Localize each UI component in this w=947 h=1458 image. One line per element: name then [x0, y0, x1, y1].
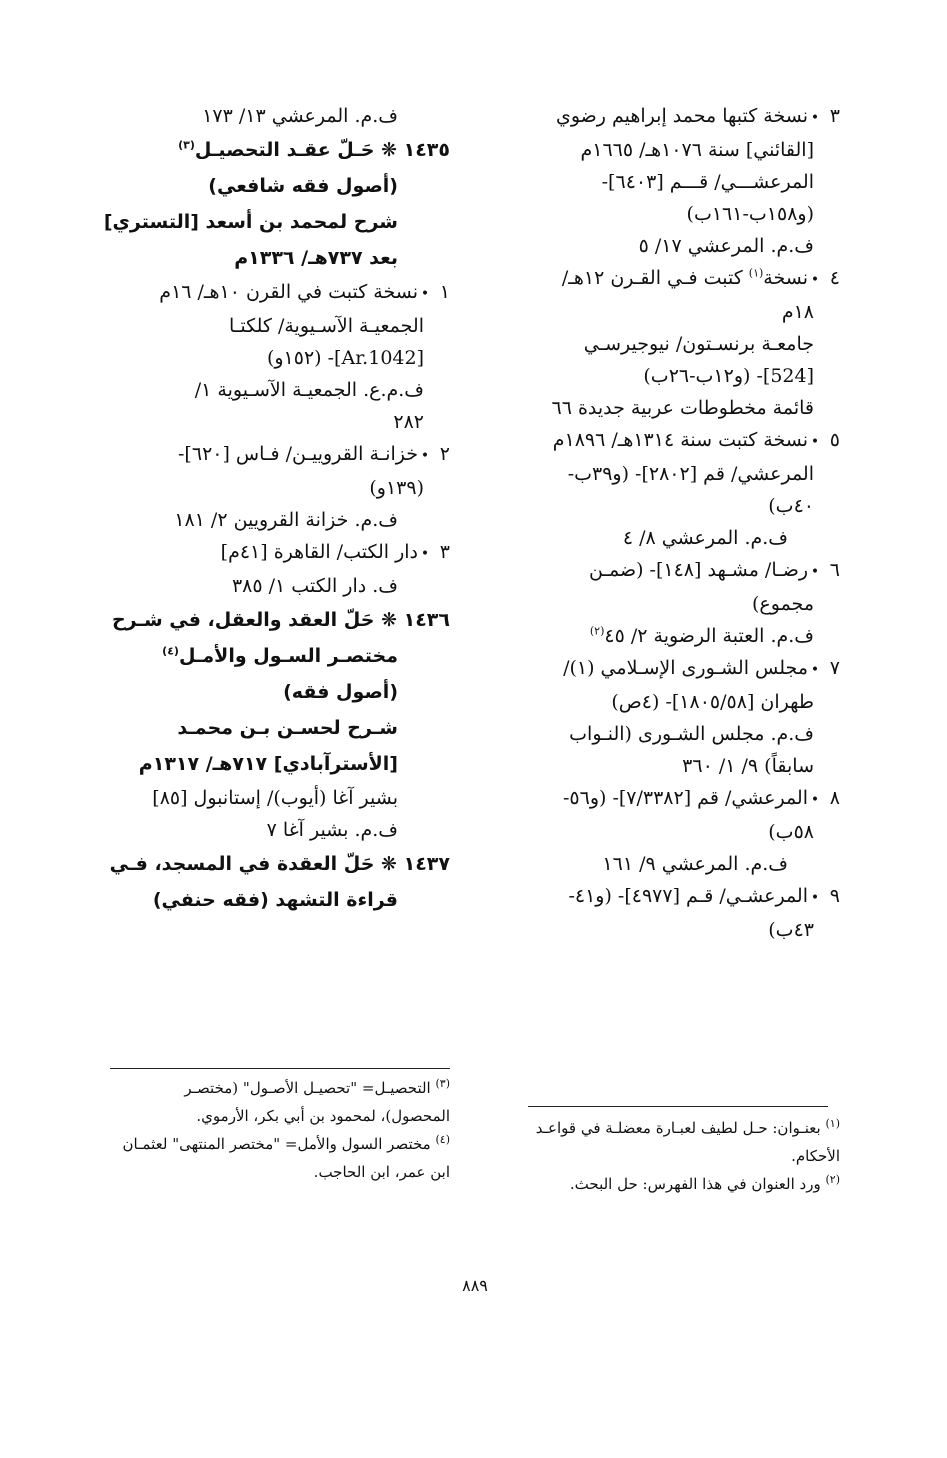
- line-text: ف.م. بشير آغا ٧: [266, 819, 398, 841]
- entry-line: [110, 504, 450, 536]
- entry-line: [110, 782, 450, 814]
- line-text: [القائني] سنة ١٠٧٦هـ/ ١٦٦٥م: [580, 139, 814, 161]
- line-text: ١٨م: [781, 301, 814, 323]
- entry-line: [110, 100, 450, 132]
- line-text: كتبت فـي القـرن ١٢هـ/: [561, 267, 749, 289]
- line-text: جامعـة برنسـتون/ نيوجيرسـي: [583, 333, 814, 355]
- line-text: خزانـة القروييـن/ فـاس [٦٢٠]-: [178, 443, 418, 465]
- line-text: المرعشـــي/ قـــم [٦٤٠٣]-: [601, 171, 814, 193]
- bullet-icon: •: [810, 890, 820, 906]
- item-number: ١: [439, 281, 450, 303]
- footnote-line: [498, 1114, 840, 1142]
- line-text: نسخة كتبت سنة ١٣١٤هـ/ ١٨٩٦م: [552, 429, 808, 451]
- line-text: الجمعيـة الآسـيوية/ كلكتـا: [229, 315, 424, 337]
- entry-line: [110, 472, 450, 504]
- item-number: ٥: [829, 429, 840, 451]
- item-number: ٤: [829, 267, 840, 289]
- entry-heading-line: [110, 674, 450, 710]
- footnote-marker: (٤): [435, 1133, 450, 1146]
- line-text: المرعشي/ قم [٧/٣٣٨٢]- (و٥٦-: [562, 787, 808, 809]
- entry-heading-line: [110, 602, 450, 638]
- entry-line: [498, 490, 840, 522]
- line-text: [Ar.1042]- (١٥٢و): [266, 347, 424, 369]
- entry-line: [110, 342, 450, 374]
- bullet-icon: •: [810, 792, 820, 808]
- line-text: (أصول فقه شافعي): [208, 175, 398, 197]
- page-number: ٨٨٩: [462, 1276, 488, 1295]
- item-number: ٩: [829, 885, 840, 907]
- line-text: ١٤٣٥ ❋ حَـلّ عقـد التحصيـل: [194, 139, 450, 161]
- right-column: [498, 100, 840, 946]
- entry-heading-line: [110, 710, 450, 746]
- item-number: ٣: [439, 541, 450, 563]
- footnote-text: بعنـوان: حـل لطيف لعبـارة معضلـة في قواعـد: [535, 1119, 821, 1137]
- entry-line: [110, 310, 450, 342]
- entry-line: [498, 424, 840, 458]
- line-text: نسخة: [763, 267, 808, 289]
- entry-line: [498, 816, 840, 848]
- footnote-rule-right: [528, 1106, 828, 1107]
- footnote-text: التحصيـل= "تحصيـل الأصـول" (مختصـر: [184, 1079, 431, 1097]
- item-number: ٨: [829, 787, 840, 809]
- entry-line: [498, 296, 840, 328]
- footnote-text: الأحكام.: [791, 1147, 840, 1165]
- line-text: (أصول فقه): [283, 681, 398, 703]
- footnote-line: [498, 1142, 840, 1170]
- entry-line: [110, 406, 450, 438]
- entry-heading-line: [110, 746, 450, 782]
- footnote-rule-left: [110, 1068, 450, 1069]
- entry-line: [110, 438, 450, 472]
- entry-heading-line: [103, 204, 450, 240]
- line-text: ١٤٣٦ ❋ حَلّ العقد والعقل، في شـرح: [111, 609, 450, 631]
- line-text: [الأسترآبادي] ٧١٧هـ/ ١٣١٧م: [138, 753, 398, 775]
- footnote-line: [110, 1158, 450, 1186]
- entry-heading-line: [110, 882, 450, 918]
- line-text: قراءة التشهد (فقه حنفي): [152, 889, 398, 911]
- line-text: (و١٥٨ب-١٦١ب): [686, 203, 814, 225]
- line-text: ف.م. المرعشي ١٣/ ١٧٣: [202, 105, 398, 127]
- entry-line: [498, 392, 840, 424]
- footnote-text: مختصر السول والأمل= "مختصر المنتهى" لعثمـان: [122, 1135, 431, 1153]
- line-text: نسخة كتبها محمد إبراهيم رضوي: [555, 105, 808, 127]
- line-text: ف.م. المرعشي ٨/ ٤: [622, 527, 788, 549]
- line-text: مختصـر السـول والأمـل: [178, 645, 398, 667]
- footnote-text: ورد العنوان في هذا الفهرس: حل البحث.: [569, 1175, 821, 1193]
- line-text: شـرح لحسـن بـن محمـد: [177, 717, 398, 739]
- footnotes-left: [110, 1074, 450, 1186]
- line-text: [524]- (و١٢ب-٢٦ب): [643, 365, 814, 387]
- left-column: [103, 100, 450, 918]
- entry-heading-line: [110, 168, 450, 204]
- footnote-marker: (١): [825, 1117, 840, 1130]
- entry-line: [498, 718, 840, 750]
- line-text: مجموع): [752, 593, 814, 615]
- line-text: دار الكتب/ القاهرة [٤١م]: [220, 541, 418, 563]
- entry-line: [110, 276, 450, 310]
- entry-line: [498, 166, 840, 198]
- item-number: ٦: [829, 559, 840, 581]
- entry-line: [498, 686, 840, 718]
- footnote-marker: (٢): [589, 624, 605, 638]
- entry-line: [498, 782, 840, 816]
- entry-line: [498, 100, 840, 134]
- footnote-line: [110, 1130, 450, 1158]
- footnote-line: [498, 1170, 840, 1198]
- entry-line: [498, 262, 840, 296]
- entry-line: [498, 848, 840, 880]
- line-text: مجلس الشـورى الإسـلامي (١)/: [563, 657, 808, 679]
- line-text: ٤٠ب): [768, 495, 814, 517]
- item-number: ٧: [829, 657, 840, 679]
- entry-heading-line: [110, 240, 450, 276]
- bullet-icon: •: [420, 286, 430, 302]
- footnotes-right: [498, 1114, 840, 1198]
- bullet-icon: •: [420, 448, 430, 464]
- entry-line: [498, 914, 840, 946]
- line-text: المرعشي/ قم [٢٨٠٢]- (و٣٩ب-: [567, 463, 814, 485]
- entry-line: [498, 880, 840, 914]
- line-text: ٤٣ب): [768, 919, 814, 941]
- line-text: رضـا/ مشـهد [١٤٨]- (ضمـن: [588, 559, 808, 581]
- entry-line: [498, 554, 840, 588]
- line-text: طهران [١٨٠٥/٥٨]- (٤ص): [611, 691, 814, 713]
- line-text: ٥٨ب): [768, 821, 814, 843]
- line-text: نسخة كتبت في القرن ١٠هـ/ ١٦م: [159, 281, 418, 303]
- entry-line: [498, 522, 840, 554]
- bullet-icon: •: [420, 546, 430, 562]
- bullet-icon: •: [810, 272, 820, 288]
- line-text: قائمة مخطوطات عربية جديدة ٦٦: [551, 397, 814, 419]
- entry-line: [498, 620, 840, 652]
- line-text: المرعشـي/ قـم [٤٩٧٧]- (و٤١-: [568, 885, 808, 907]
- line-text: ف.م. مجلس الشـورى (النـواب: [569, 723, 814, 745]
- line-text: ف.م. المرعشي ١٧/ ٥: [638, 235, 814, 257]
- entry-line: [498, 588, 840, 620]
- entry-line: [498, 360, 840, 392]
- line-text: ١٤٣٧ ❋ حَلّ العقدة في المسجد، فـي: [109, 853, 450, 875]
- footnote-line: [110, 1102, 450, 1130]
- line-text: بشير آغا (أيوب)/ إستانبول [٨٥]: [152, 787, 398, 809]
- bullet-icon: •: [810, 564, 820, 580]
- entry-line: [498, 230, 840, 262]
- footnote-marker: (١): [748, 266, 764, 280]
- line-text: بعد ٧٣٧هـ/ ١٣٣٦م: [234, 247, 398, 269]
- entry-line: [110, 536, 450, 570]
- line-text: ف.م. العتبة الرضوية ٢/ ٤٥: [604, 625, 814, 647]
- bullet-icon: •: [810, 662, 820, 678]
- bullet-icon: •: [810, 434, 820, 450]
- footnote-line: [110, 1074, 450, 1102]
- line-text: ٢٨٢: [393, 411, 424, 433]
- entry-line: [498, 750, 840, 782]
- entry-heading-line: [110, 846, 450, 882]
- entry-line: [498, 328, 840, 360]
- line-text: شرح لمحمد بن أسعد [التستري]: [103, 211, 398, 233]
- entry-line: [498, 134, 840, 166]
- entry-line: [110, 814, 450, 846]
- entry-line: [498, 652, 840, 686]
- line-text: ف.م.ع. الجمعيـة الآسـيوية ١/: [194, 379, 424, 401]
- footnote-marker: (٣): [435, 1077, 450, 1090]
- footnote-marker: (٣): [178, 138, 195, 152]
- line-text: (١٣٩و): [369, 477, 424, 499]
- line-text: سابقاً) ٩/ ١/ ٣٦٠: [682, 755, 814, 777]
- line-text: ف.م. خزانة القرويين ٢/ ١٨١: [174, 509, 398, 531]
- bullet-icon: •: [810, 110, 820, 126]
- item-number: ٣: [829, 105, 840, 127]
- entry-line: [110, 374, 450, 406]
- footnote-marker: (٢): [825, 1173, 840, 1186]
- entry-heading-line: [110, 132, 450, 168]
- footnote-marker: (٤): [162, 644, 179, 658]
- item-number: ٢: [439, 443, 450, 465]
- entry-heading-line: [110, 638, 450, 674]
- line-text: ف.م. المرعشي ٩/ ١٦١: [602, 853, 788, 875]
- footnote-text: المحصول)، لمحمود بن أبي بكر، الأرموي.: [196, 1107, 450, 1125]
- entry-line: [498, 458, 840, 490]
- line-text: ف. دار الكتب ١/ ٣٨٥: [231, 575, 398, 597]
- footnote-text: ابن عمر، ابن الحاجب.: [313, 1163, 450, 1181]
- entry-line: [498, 198, 840, 230]
- entry-line: [110, 570, 450, 602]
